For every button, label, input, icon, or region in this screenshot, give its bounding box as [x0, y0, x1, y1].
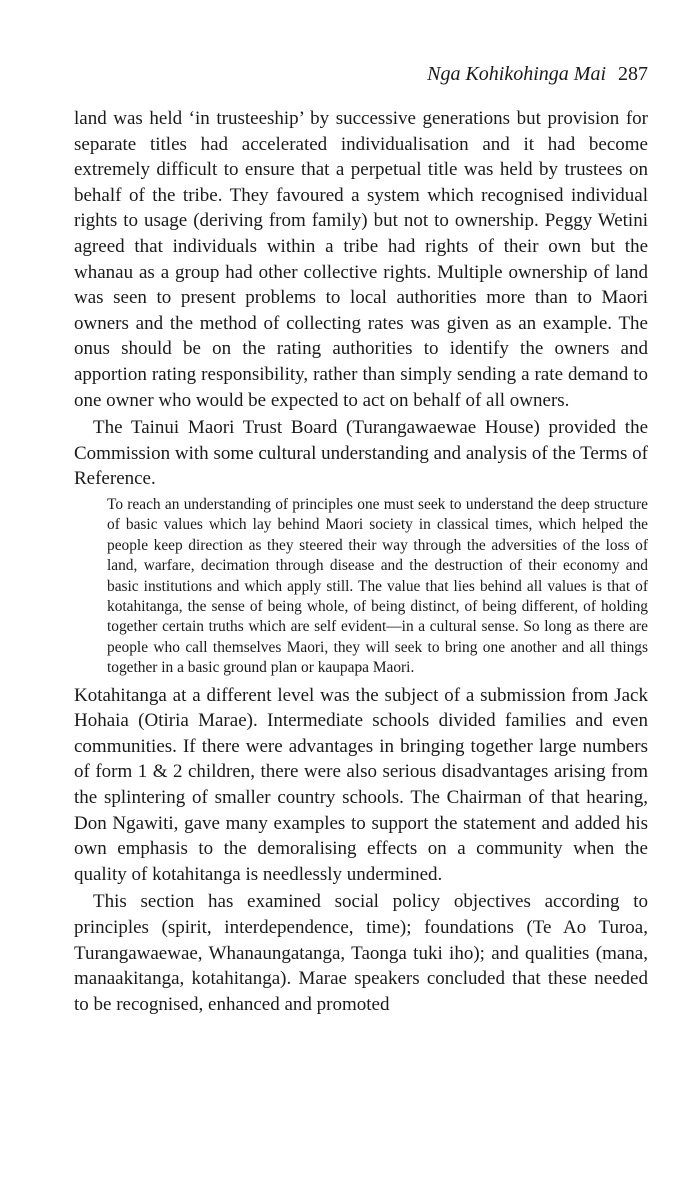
running-head-title: Nga Kohikohinga Mai: [427, 63, 606, 85]
block-quote: [107, 495, 648, 679]
paragraph-kotahitanga: Kotahitanga at a different level was the subject of a submission from Jack Hohaia (Otiria Marae). Intermediate schools divided families and even communities. If there were advantages in bringing together large numbers of form 1 & 2 children, there were also serious disadvantages arising from the splintering of smaller country schools. The Chairman of that hearing, Don Ngawiti, gave many examples to support the statement and added his own emphasis to the demoralising effects on a community when the quality of kotahitanga is needlessly undermined.: [74, 684, 648, 885]
paragraph-section-summary: This section has examined social policy objectives according to principles (spirit, interdependence, time); foundations (Te Ao Turoa, Turangawaewae, Whanaungatanga, Taonga tuki iho); and qualities (mana, manaakitanga, kotahitanga). Marae speakers concluded that these needed to be recognised, enhanced and promoted: [74, 891, 648, 1015]
page-body: [74, 106, 648, 1017]
paragraph-land-trusteeship: land was held ‘in trusteeship’ by successive generations but provision for separate titles had accelerated individualisation and it had become extremely difficult to ensure that a perpetual title was held by trustees on behalf of the tribe. They favoured a system which recognised individual rights to usage (deriving from family) but not to ownership. Peggy Wetini agreed that individuals within a tribe had rights of their own but the whanau as a group had other collective rights. Multiple ownership of land was seen to present problems to local authorities more than to Maori owners and the method of collecting rates was given as an example. The onus should be on the rating authorities to identify the owners and apportion rating responsibility, rather than simply sending a rate demand to one owner who would be expected to act on behalf of all owners.: [74, 108, 648, 411]
running-head: [427, 62, 648, 86]
page-number: 287: [618, 63, 648, 85]
block-quote-text: To reach an understanding of principles one must seek to understand the deep structure of basic values which lay behind Maori society in classical times, which helped the people keep direction as they steered their way through the adversities of the loss of land, warfare, decimation through disease and the destruction of their economy and basic institutions and which apply still. The value that lies behind all values is that of kotahitanga, the sense of being whole, of being distinct, of being different, of holding together certain truths which are self evident—in a cultural sense. So long as there are people who call themselves Maori, they will seek to bring one another and all things together in a basic ground plan or kaupapa Maori.: [107, 495, 648, 677]
paragraph-tainui-trust-board: The Tainui Maori Trust Board (Turangawaewae House) provided the Commission with some cultural understanding and analysis of the Terms of Reference.: [74, 417, 648, 490]
